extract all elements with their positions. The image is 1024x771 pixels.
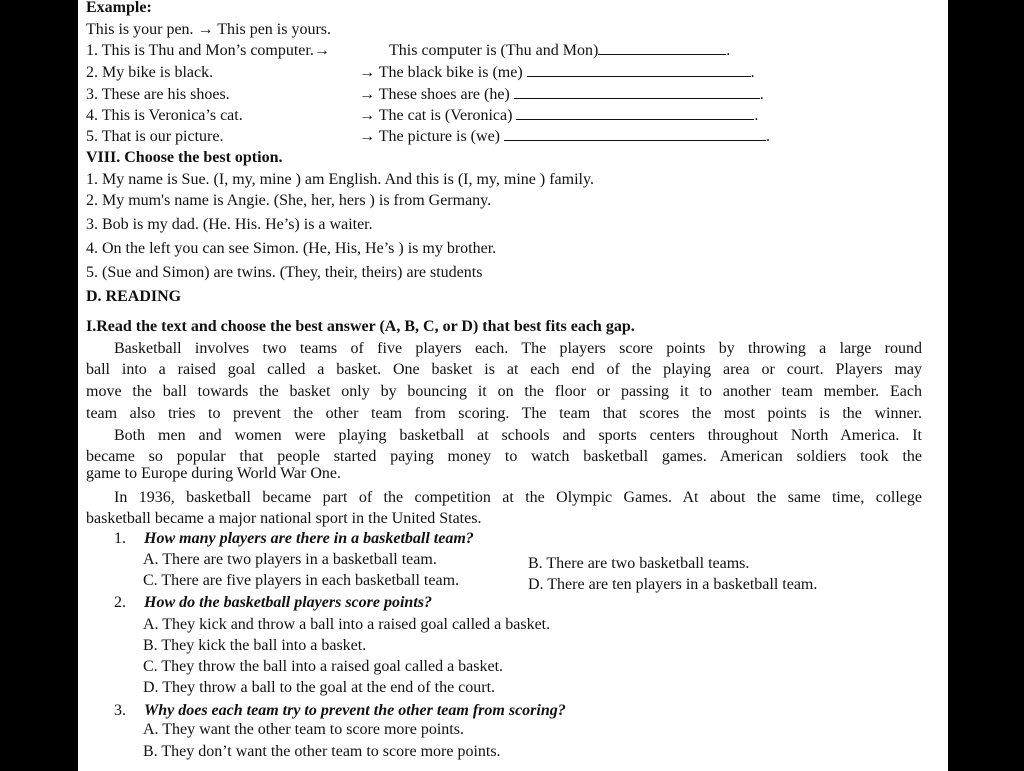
answer-option[interactable]: D. There are ten players in a basketball team.: [528, 576, 818, 593]
option-item: 2. My mum's name is Angie. (She, her, hers ) is from Germany.: [86, 192, 492, 209]
question-3: 3. Why does each team try to prevent the other team from scoring?: [114, 702, 566, 719]
answer-blank[interactable]: [598, 41, 726, 55]
answer-option[interactable]: B. They don’t want the other team to score more points.: [143, 743, 501, 760]
worksheet-page: [78, 0, 948, 771]
passage-line: Both men and women were playing basketball at schools and sports centers throughout North America. It: [114, 427, 922, 444]
passage-line: ball into a raised goal called a basket. One basket is at each end of the playing area or court. Players may: [86, 361, 922, 378]
answer-option[interactable]: C. There are five players in each basketball team.: [143, 572, 460, 589]
example-item: 4. This is Veronica’s cat. → The cat is (Veronica) .: [86, 107, 759, 124]
section-viii-heading: VIII. Choose the best option.: [86, 149, 283, 166]
answer-option[interactable]: D. They throw a ball to the goal at the end of the court.: [143, 679, 496, 696]
passage-line: became so popular that people started paying money to watch basketball games. American soldiers took the: [86, 448, 922, 465]
answer-blank[interactable]: [504, 127, 766, 141]
passage-line: Basketball involves two teams of five players each. The players score points by throwing a large round: [114, 340, 922, 357]
passage-line: move the ball towards the basket only by bouncing it on the floor or passing it to another team member. Each: [86, 383, 922, 400]
question-1: 1. How many players are there in a basketball team?: [114, 530, 474, 547]
answer-blank[interactable]: [514, 85, 760, 99]
example-item: 3. These are his shoes. → These shoes are (he) .: [86, 86, 764, 103]
option-item: 4. On the left you can see Simon. (He, His, He’s ) is my brother.: [86, 240, 497, 257]
example-heading: Example:: [86, 0, 152, 16]
example-item: 2. My bike is black. → The black bike is (me) .: [86, 64, 755, 81]
reading-heading: D. READING: [86, 288, 182, 305]
example-item: 1. This is Thu and Mon’s computer.→ This computer is (Thu and Mon) .: [86, 42, 731, 59]
answer-option[interactable]: B. They kick the ball into a basket.: [143, 637, 367, 654]
answer-option[interactable]: A. There are two players in a basketball team.: [143, 551, 437, 568]
answer-option[interactable]: B. There are two basketball teams.: [528, 555, 750, 572]
option-item: 5. (Sue and Simon) are twins. (They, their, theirs) are students: [86, 264, 483, 281]
option-item: 3. Bob is my dad. (He. His. He’s) is a waiter.: [86, 216, 373, 233]
question-2: 2. How do the basketball players score points?: [114, 594, 432, 611]
answer-blank[interactable]: [527, 63, 751, 77]
passage-line: In 1936, basketball became part of the competition at the Olympic Games. At about the same time, college: [114, 489, 922, 506]
reading-instruction: I.Read the text and choose the best answer (A, B, C, or D) that best fits each gap.: [86, 318, 635, 335]
answer-option[interactable]: C. They throw the ball into a raised goal called a basket.: [143, 658, 504, 675]
answer-option[interactable]: A. They kick and throw a ball into a raised goal called a basket.: [143, 616, 551, 633]
passage-line: team also tries to prevent the other team from scoring. The team that scores the most points is the winner.: [86, 405, 922, 422]
example-item: 5. That is our picture. → The picture is (we) .: [86, 128, 770, 145]
passage-line: game to Europe during World War One.: [86, 465, 341, 482]
answer-blank[interactable]: [516, 106, 754, 120]
example-sample: This is your pen. → This pen is yours.: [86, 21, 332, 38]
passage-line: basketball became a major national sport in the United States.: [86, 510, 482, 527]
answer-option[interactable]: A. They want the other team to score more points.: [143, 721, 464, 738]
option-item: 1. My name is Sue. (I, my, mine ) am English. And this is (I, my, mine ) family.: [86, 171, 594, 188]
